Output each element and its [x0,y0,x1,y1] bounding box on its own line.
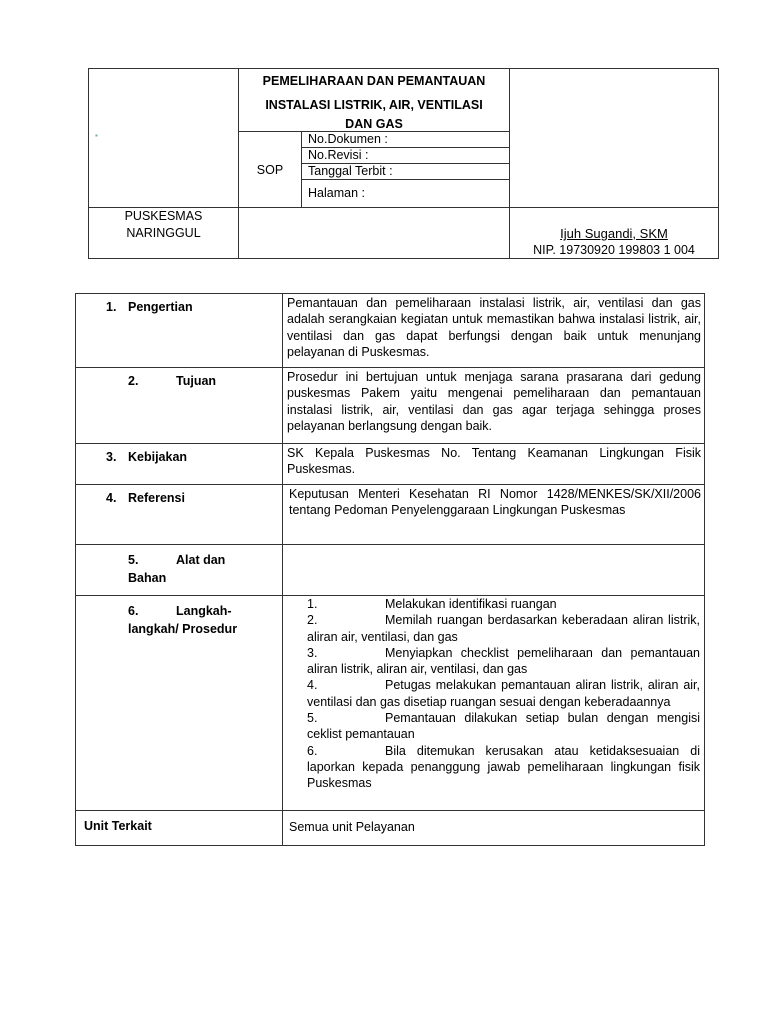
sop-content-table [75,293,705,846]
list-item: 4. Petugas melakukan pemantauan aliran listrik, aliran air, ventilasi dan gas disetiap ruangan sesuai dengan keberadaannya [307,678,700,709]
label-unit-terkait: Unit Terkait [76,811,283,846]
text-referensi: Keputusan Menteri Kesehatan RI Nomor 1428/MENKES/SK/XII/2006 tentang Pedoman Penyelenggaraan Lingkungan Puskesmas [283,485,705,545]
title-line-3: DAN GAS [345,117,403,131]
blank-header-cell [510,69,719,208]
signer-nip: NIP. 19730920 199803 1 004 [533,243,695,257]
label-alat-bahan: 5. Alat dan Bahan [76,545,283,596]
text-tujuan: Prosedur ini bertujuan untuk menjaga sarana prasarana dari gedung puskesmas Pakem yaitu mengenai pemeliharaan dan pemantauan instalasi listrik, air, ventilasi dan gas agar terjaga sehingga proses pelayanan berlangsung dengan baik. [283,368,705,444]
signature-block [510,208,719,259]
no-revisi: No.Revisi : [302,148,510,164]
label-tujuan: 2. Tujuan [76,368,283,444]
label-kebijakan: 3. Kebijakan [76,444,283,485]
puskesmas-line-2: NARINGGUL [126,226,201,240]
document-title [239,69,510,132]
blank-signature-cell [239,208,510,259]
label-langkah: 6. Langkah- langkah/ Prosedur [76,596,283,811]
list-item: 5. Pemantauan dilakukan setiap bulan dengan mengisi ceklist pemantauan [307,711,700,742]
halaman: Halaman : [302,180,510,208]
logo-icon: ▪ [95,131,98,140]
list-item: 2. Memilah ruangan berdasarkan keberadaan aliran listrik, aliran air, ventilasi, dan gas [307,613,700,644]
text-alat-bahan [283,545,705,596]
puskesmas-name [89,208,239,259]
sop-header-table [88,68,719,259]
list-item: 1. Melakukan identifikasi ruangan [307,597,557,611]
label-pengertian: 1. Pengertian [76,294,283,368]
no-dokumen: No.Dokumen : [302,132,510,148]
title-line-2: INSTALASI LISTRIK, AIR, VENTILASI [265,98,483,112]
text-pengertian: Pemantauan dan pemeliharaan instalasi listrik, air, ventilasi dan gas adalah serangkaian kegiatan untuk memastikan bahwa instalasi listrik, air, ventilasi dan gas dapat berfungsi dengan baik untuk menunjang pelayanan di Puskesmas. [283,294,705,368]
title-line-1: PEMELIHARAAN DAN PEMANTAUAN [262,74,486,88]
text-unit-terkait: Semua unit Pelayanan [283,811,705,846]
logo-cell [89,69,239,208]
signer-name: Ijuh Sugandi, SKM [560,226,668,241]
sop-label: SOP [239,132,302,208]
list-item: 6. Bila ditemukan kerusakan atau ketidaksesuaian di laporkan kepada penanggung jawab pemeliharaan lingkungan fisik Puskesmas [307,743,700,791]
text-kebijakan: SK Kepala Puskesmas No. Tentang Keamanan Lingkungan Fisik Puskesmas. [283,444,705,485]
steps-list [283,596,705,811]
list-item: 3. Menyiapkan checklist pemeliharaan dan pemantauan aliran listrik, aliran air, ventilasi, dan gas [307,645,700,677]
puskesmas-line-1: PUSKESMAS [124,209,203,223]
label-referensi: 4. Referensi [76,485,283,545]
tanggal-terbit: Tanggal Terbit : [302,164,510,180]
